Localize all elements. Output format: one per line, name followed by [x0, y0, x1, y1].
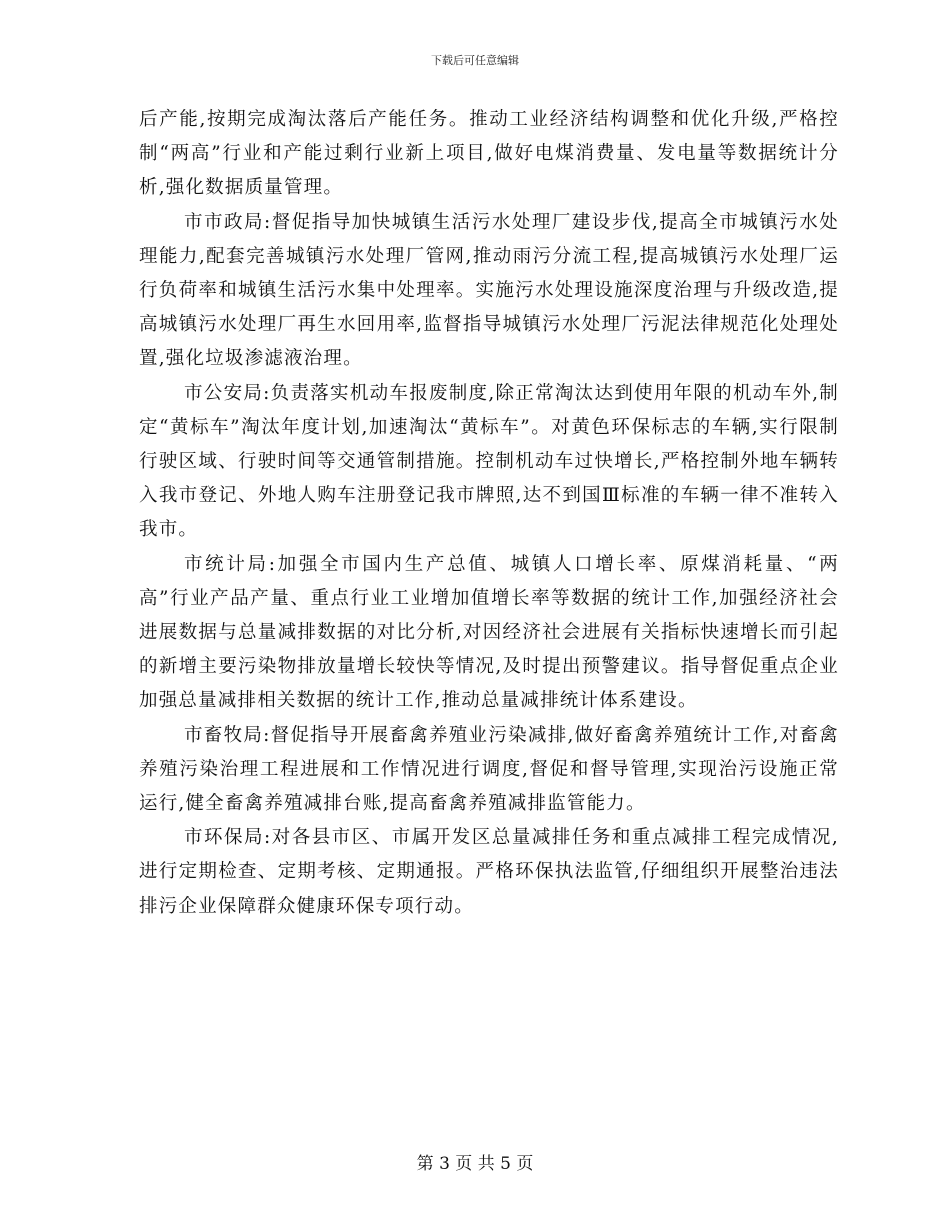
paragraph-environmental-bureau: 市环保局:对各县市区、市属开发区总量减排任务和重点减排工程完成情况,进行定期检查、定期考核、定期通报。严格环保执法监管,仔细组织开展整治违法排污企业保障群众健康环保专项行动。 [139, 827, 839, 917]
page-header-note: 下载后可任意编辑 [431, 54, 519, 67]
paragraph-public-security-bureau: 市公安局:负责落实机动车报废制度,除正常淘汰达到使用年限的机动车外,制定“黄标车”淘汰年度计划,加速淘汰“黄标车”。对黄色环保标志的车辆,实行限制行驶区域、行驶时间等交通管制措施。控制机动车过快增长,严格控制外地车辆转入我市登记、外地人购车注册登记我市牌照,达不到国Ⅲ标准的车辆一律不准转入我市。 [139, 382, 839, 541]
paragraph-continuation: 后产能,按期完成淘汰落后产能任务。推动工业经济结构调整和优化升级,严格控制“两高”行业和产能过剩行业新上项目,做好电煤消费量、发电量等数据统计分析,强化数据质量管理。 [139, 109, 839, 199]
paragraph-municipal-bureau: 市市政局:督促指导加快城镇生活污水处理厂建设步伐,提高全市城镇污水处理能力,配套完善城镇污水处理厂管网,推动雨污分流工程,提高城镇污水处理厂运行负荷率和城镇生活污水集中处理率。实施污水处理设施深度治理与升级改造,提高城镇污水处理厂再生水回用率,监督指导城镇污水处理厂污泥法律规范化处理处置,强化垃圾渗滤液治理。 [139, 211, 839, 370]
paragraph-statistics-bureau: 市统计局:加强全市国内生产总值、城镇人口增长率、原煤消耗量、“两高”行业产品产量、重点行业工业增加值增长率等数据的统计工作,加强经济社会进展数据与总量减排数据的对比分析,对因经济社会进展有关指标快速增长而引起的新增主要污染物排放量增长较快等情况,及时提出预警建议。指导督促重点企业加强总量减排相关数据的统计工作,推动总量减排统计体系建设。 [139, 553, 839, 712]
document-body [139, 103, 839, 924]
paragraph-livestock-bureau: 市畜牧局:督促指导开展畜禽养殖业污染减排,做好畜禽养殖统计工作,对畜禽养殖污染治理工程进展和工作情况进行调度,督促和督导管理,实现治污设施正常运行,健全畜禽养殖减排台账,提高畜禽养殖减排监管能力。 [139, 724, 839, 815]
page-number: 第 3 页 共 5 页 [416, 1154, 534, 1174]
